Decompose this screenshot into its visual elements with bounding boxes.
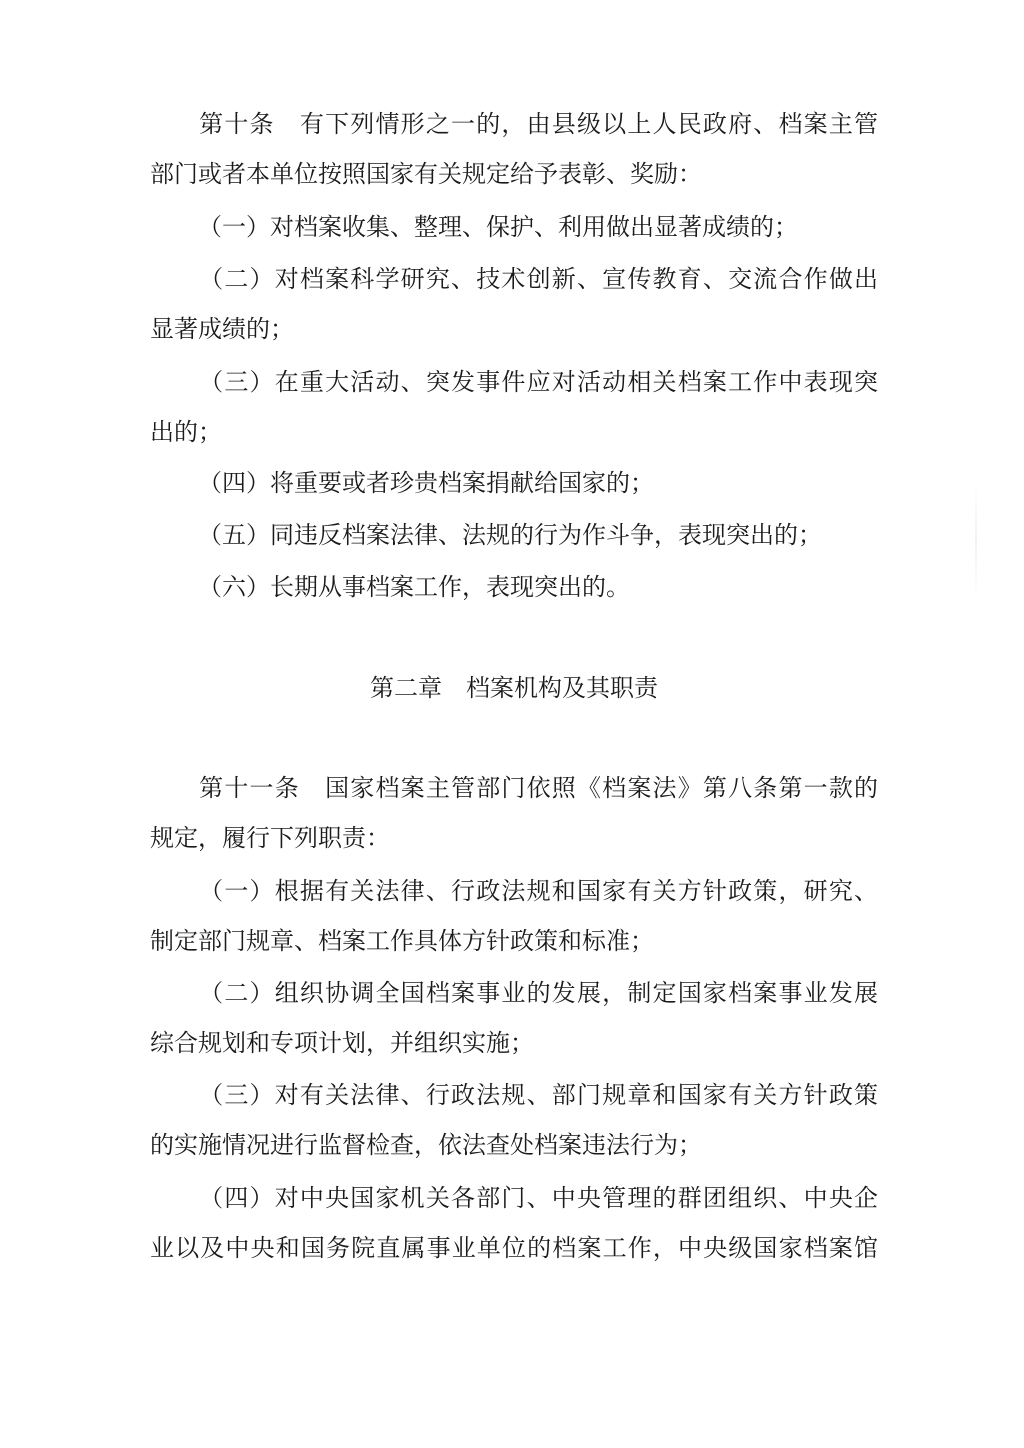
article-10-item-4: （四）将重要或者珍贵档案捐献给国家的； — [198, 469, 654, 497]
article-11-heading: 第十一条 — [198, 774, 300, 802]
article-11-first-line — [150, 771, 878, 805]
article-11-item-1-cont: 制定部门规章、档案工作具体方针政策和标准； — [150, 927, 654, 955]
article-10-item-6: （六）长期从事档案工作，表现突出的。 — [198, 573, 630, 601]
article-11-item-2-cont: 综合规划和专项计划，并组织实施； — [150, 1029, 534, 1057]
article-10-item-5: （五）同违反档案法律、法规的行为作斗争，表现突出的； — [198, 521, 822, 549]
article-11-item-2: （二）组织协调全国档案事业的发展，制定国家档案事业发展 — [198, 979, 878, 1007]
article-10-text: 有下列情形之一的，由县级以上人民政府、档案主管 — [298, 110, 878, 138]
article-10-heading: 第十条 — [198, 110, 275, 138]
article-11-item-3: （三）对有关法律、行政法规、部门规章和国家有关方针政策 — [198, 1081, 878, 1109]
article-10-item-3: （三）在重大活动、突发事件应对活动相关档案工作中表现突 — [198, 368, 878, 396]
article-10-line-2: 部门或者本单位按照国家有关规定给予表彰、奖励： — [150, 160, 702, 188]
article-11-text: 国家档案主管部门依照《档案法》第八条第一款的 — [323, 774, 878, 802]
article-11-item-3-cont: 的实施情况进行监督检查，依法查处档案违法行为； — [150, 1131, 702, 1159]
article-10-item-1: （一）对档案收集、整理、保护、利用做出显著成绩的； — [198, 213, 798, 241]
chapter-number: 第二章 — [370, 674, 442, 702]
article-11-item-4: （四）对中央国家机关各部门、中央管理的群团组织、中央企 — [198, 1184, 878, 1212]
article-11-line-2: 规定，履行下列职责： — [150, 824, 390, 852]
article-10-item-2-cont: 显著成绩的； — [150, 315, 294, 343]
article-10-item-3-cont: 出的； — [150, 418, 222, 446]
article-10-item-2: （二）对档案科学研究、技术创新、宣传教育、交流合作做出 — [198, 265, 878, 293]
chapter-title: 档案机构及其职责 — [466, 674, 658, 702]
article-10-first-line — [150, 107, 878, 141]
article-11-item-1: （一）根据有关法律、行政法规和国家有关方针政策，研究、 — [198, 877, 878, 905]
chapter-heading — [150, 671, 878, 705]
article-11-item-4-cont: 业以及中央和国务院直属事业单位的档案工作，中央级国家档案馆 — [150, 1234, 878, 1262]
page-edge-shadow — [975, 480, 977, 602]
